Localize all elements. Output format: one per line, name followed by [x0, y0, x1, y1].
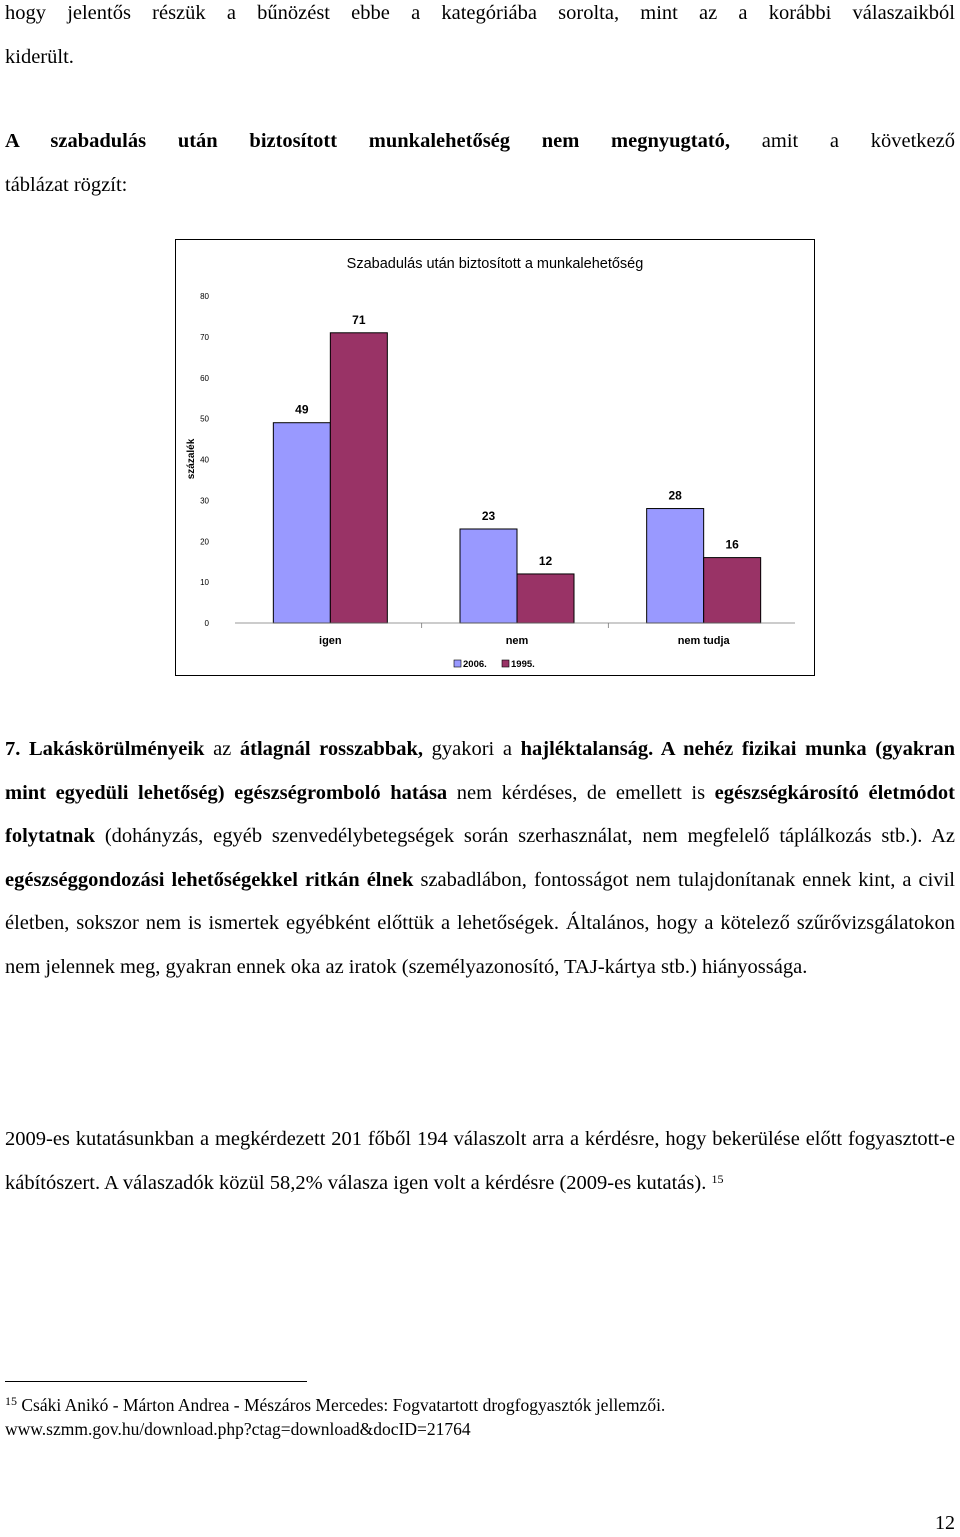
- footnote-number: 15: [5, 1394, 17, 1408]
- housing-text-1: az: [204, 738, 240, 760]
- data-label: 23: [481, 508, 496, 523]
- x-tick-label: igen: [319, 635, 342, 647]
- chart-title: Szabadulás után biztosított a munkalehetőség: [346, 256, 644, 272]
- y-tick-label: 60: [200, 373, 209, 383]
- y-tick-label: 40: [200, 455, 209, 465]
- y-tick-label: 10: [200, 578, 209, 588]
- housing-bold-3: hajléktalanság. A nehéz fizikai munka (gyakran mint egyedüli lehetőség) egészségromboló hatása: [5, 738, 956, 804]
- housing-text-5: szabadlábon, fontosságot nem tulajdonítanak ennek kint, a civil életben, sokszor nem is ismertek egyébként előttük a lehetőségek. Általános, hogy a kötelező szűrővizsgálatokon nem jelennek meg, gyakran ennek oka az iratok (személyazonosító, TAJ-kártya stb.) hiányossága.: [5, 868, 955, 978]
- footnote-citation: Csáki Anikó - Márton Andrea - Mészáros Mercedes: Fogvatartott drogfogyasztók jellemzői.: [17, 1395, 666, 1415]
- data-label: 28: [668, 488, 682, 503]
- legend-label: 2006.: [463, 659, 487, 670]
- y-tick-label: 20: [200, 537, 209, 547]
- housing-text-2: gyakori a: [423, 738, 521, 760]
- data-label: 12: [538, 553, 553, 568]
- footnote: [5, 1393, 945, 1441]
- bar: [273, 423, 330, 623]
- housing-text-3: nem kérdéses, de emellett is: [447, 781, 715, 804]
- bar: [704, 558, 761, 623]
- y-tick-label: 70: [200, 332, 209, 342]
- intro-line-2: kiderült.: [5, 45, 74, 68]
- footnote-rule: [5, 1381, 307, 1382]
- employment-chart: [175, 239, 815, 676]
- data-label: 49: [295, 402, 309, 417]
- chart-ylabel: százalék: [186, 438, 197, 480]
- housing-paragraph: [5, 728, 955, 989]
- footnote-url[interactable]: www.szmm.gov.hu/download.php?ctag=download&docID=21764: [5, 1419, 471, 1439]
- employment-line-1: [5, 120, 955, 164]
- housing-bold-1: 7. Lakáskörülményeik: [5, 738, 205, 760]
- legend-swatch: [502, 660, 509, 667]
- y-tick-label: 0: [204, 619, 209, 628]
- housing-bold-4: egészségkárosító életmódot folytatnak: [5, 781, 956, 847]
- y-tick-label: 50: [200, 414, 209, 424]
- legend-label: 1995.: [511, 659, 535, 670]
- footnote-ref: 15: [711, 1171, 724, 1186]
- intro-paragraph: [5, 0, 955, 79]
- drug-text: 2009-es kutatásunkban a megkérdezett 201 főből 194 válaszolt arra a kérdésre, hogy bekerülése előtt fogyasztott-e kábítószert. A válaszadók közül 58,2% válasza igen volt a kérdésre (2009-es kutatás).: [5, 1128, 955, 1194]
- housing-bold-2: átlagnál rosszabbak,: [239, 738, 423, 760]
- y-tick-label: 30: [200, 496, 209, 506]
- bar: [330, 333, 387, 623]
- housing-bold-5: egészséggondozási lehetőségekkel ritkán élnek: [5, 868, 414, 891]
- intro-line-1: hogy jelentős részük a bűnözést ebbe a kategóriába sorolta, mint az a korábbi válaszaikból: [5, 2, 955, 24]
- page-number: 12: [935, 1512, 955, 1534]
- x-tick-label: nem: [505, 635, 529, 647]
- footnote-line-1: [5, 1393, 945, 1417]
- housing-text-4: (dohányzás, egyéb szenvedélybetegségek során szerhasználat, nem megfelelő táplálkozás stb.). Az: [94, 825, 955, 847]
- data-label: 71: [352, 312, 366, 327]
- bar: [460, 529, 517, 623]
- data-label: 16: [725, 537, 739, 552]
- bar: [647, 509, 704, 623]
- employment-bold: A szabadulás után biztosított munkalehetőség nem megnyugtató,: [5, 130, 731, 152]
- drug-paragraph: [5, 1118, 955, 1205]
- employment-line-2: táblázat rögzít:: [5, 173, 128, 196]
- y-tick-label: 80: [200, 292, 209, 301]
- employment-text: amit a következő: [730, 130, 955, 152]
- bar: [517, 574, 574, 623]
- employment-paragraph: [5, 120, 955, 207]
- x-tick-label: nem tudja: [677, 635, 730, 647]
- chart-svg: [175, 239, 815, 676]
- legend-swatch: [454, 660, 461, 667]
